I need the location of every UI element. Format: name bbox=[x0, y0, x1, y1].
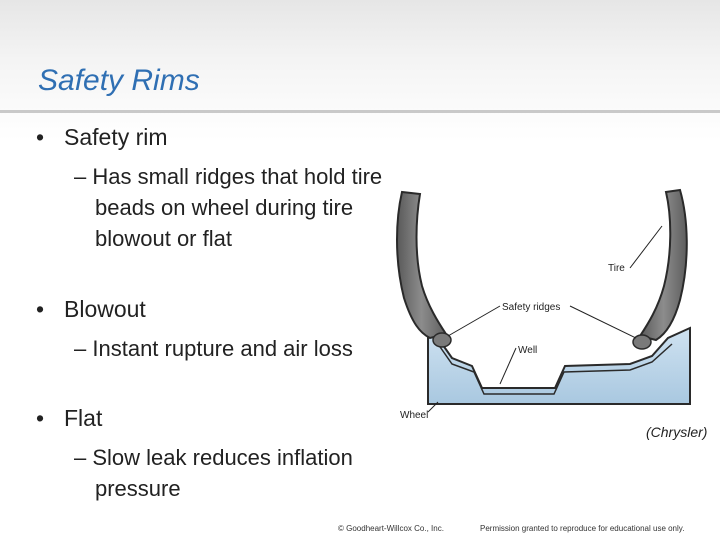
slide-title: Safety Rims bbox=[38, 64, 200, 97]
right-safety-ridge bbox=[633, 335, 651, 349]
bullet-text: Flat bbox=[64, 405, 103, 431]
bullet-flat bbox=[36, 405, 102, 432]
leader-tire bbox=[630, 226, 662, 268]
sub-bullet-blowout bbox=[74, 333, 395, 364]
leader-well bbox=[500, 348, 516, 384]
figure-credit: (Chrysler) bbox=[646, 424, 708, 440]
bullet-text: Safety rim bbox=[64, 124, 168, 150]
left-safety-ridge bbox=[433, 333, 451, 347]
sub-bullet-marker: – bbox=[74, 336, 87, 361]
sub-bullet-flat bbox=[74, 442, 395, 504]
footer-copyright: © Goodheart-Willcox Co., Inc. bbox=[338, 524, 444, 533]
sub-bullet-marker: – bbox=[74, 445, 87, 470]
bullet-marker: • bbox=[36, 405, 45, 431]
sub-bullet-text: Has small ridges that hold tire beads on wheel during tire blowout or flat bbox=[92, 164, 383, 251]
sub-bullet-marker: – bbox=[74, 164, 87, 189]
sub-bullet-text: Slow leak reduces inflation pressure bbox=[92, 445, 353, 501]
label-well: Well bbox=[518, 345, 538, 356]
bullet-safety-rim bbox=[36, 124, 168, 151]
safety-rim-illustration bbox=[390, 188, 708, 428]
bullet-marker: • bbox=[36, 124, 45, 150]
label-wheel: Wheel bbox=[400, 410, 429, 421]
tire-right-sidewall bbox=[640, 190, 687, 340]
bullet-marker: • bbox=[36, 296, 45, 322]
leader-safety-ridge-left bbox=[448, 306, 500, 336]
label-tire: Tire bbox=[608, 263, 625, 274]
bullet-text: Blowout bbox=[64, 296, 146, 322]
leader-safety-ridge-right bbox=[570, 306, 636, 338]
sub-bullet-safety-rim bbox=[74, 161, 395, 254]
bullet-blowout bbox=[36, 296, 146, 323]
label-safety-ridges: Safety ridges bbox=[502, 302, 561, 313]
footer-permission: Permission granted to reproduce for educational use only. bbox=[480, 524, 685, 533]
tire-left-sidewall bbox=[397, 192, 446, 338]
rim-cross-section-diagram bbox=[390, 188, 708, 428]
sub-bullet-text: Instant rupture and air loss bbox=[92, 336, 353, 361]
